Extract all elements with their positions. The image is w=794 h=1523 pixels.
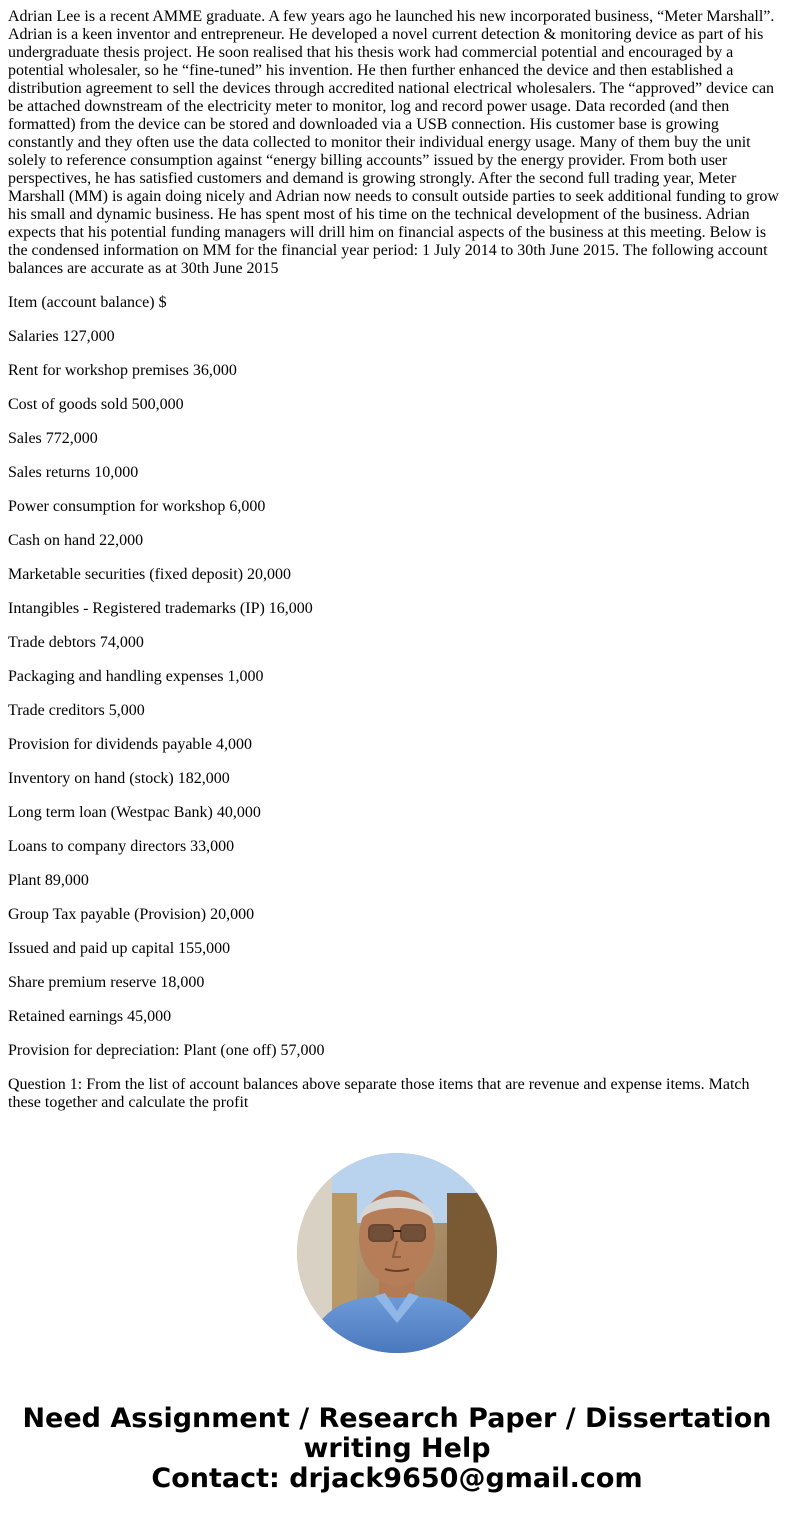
help-banner-line-2: writing Help: [303, 1433, 491, 1464]
author-avatar: [297, 1153, 497, 1353]
account-item: Cost of goods sold 500,000: [8, 396, 184, 413]
account-table-header: Item (account balance) $: [8, 294, 167, 311]
account-item: Packaging and handling expenses 1,000: [8, 668, 264, 685]
account-item: Rent for workshop premises 36,000: [8, 362, 237, 379]
account-item: Intangibles - Registered trademarks (IP) 16,000: [8, 600, 313, 617]
account-item: Plant 89,000: [8, 872, 89, 889]
account-item: Cash on hand 22,000: [8, 532, 144, 549]
account-item: Inventory on hand (stock) 182,000: [8, 770, 230, 787]
account-item: Provision for dividends payable 4,000: [8, 736, 252, 753]
account-item: Marketable securities (fixed deposit) 20,000: [8, 566, 292, 583]
account-item: Trade creditors 5,000: [8, 702, 145, 719]
account-item: Provision for depreciation: Plant (one off) 57,000: [8, 1042, 325, 1059]
help-banner-line-1: Need Assignment / Research Paper / Dissertation: [22, 1403, 772, 1434]
account-item: Group Tax payable (Provision) 20,000: [8, 906, 255, 923]
question-text: Question 1: From the list of account balances above separate those items that are revenue and expense items. Match these together and calculate the profit: [8, 1076, 750, 1111]
account-item: Trade debtors 74,000: [8, 634, 144, 651]
account-item: Loans to company directors 33,000: [8, 838, 235, 855]
intro-paragraph: Adrian Lee is a recent AMME graduate. A few years ago he launched his new incorporated business, “Meter Marshall”. Adrian is a keen inventor and entrepreneur. He developed a novel current detection & monitoring device as part of his undergraduate thesis project. He soon realised that his thesis work had commercial potential and encouraged by a potential wholesaler, so he “fine-tuned” his invention. He then further enhanced the device and then established a distribution agreement to sell the devices through accredited national electrical wholesalers. The “approved” device can be attached downstream of the electricity meter to monitor, log and record power usage. Data recorded (and then formatted) from the device can be stored and downloaded via a USB connection. His customer base is growing constantly and they often use the data collected to monitor their individual energy usage. Many of them buy the unit solely to reference consumption against “energy billing accounts” issued by the energy provider. From both user perspectives, he has satisfied customers and demand is growing strongly. After the second full trading year, Meter Marshall (MM) is again doing nicely and Adrian now needs to consult outside parties to seek additional funding to grow his small and dynamic business. He has spent most of his time on the technical development of the business. Adrian expects that his potential funding managers will drill him on financial aspects of the business at this meeting. Below is the condensed information on MM for the financial year period: 1 July 2014 to 30th June 2015. The following account balances are accurate as at 30th June 2015: [8, 8, 779, 277]
account-item: Sales returns 10,000: [8, 464, 139, 481]
account-item: Share premium reserve 18,000: [8, 974, 205, 991]
account-item: Retained earnings 45,000: [8, 1008, 172, 1025]
account-item: Long term loan (Westpac Bank) 40,000: [8, 804, 261, 821]
account-item: Power consumption for workshop 6,000: [8, 498, 266, 515]
account-item: Salaries 127,000: [8, 328, 115, 345]
help-banner-contact: Contact: drjack9650@gmail.com: [151, 1463, 643, 1494]
account-item: Issued and paid up capital 155,000: [8, 940, 231, 957]
account-item: Sales 772,000: [8, 430, 98, 447]
help-banner: [0, 1404, 794, 1494]
document-body: [8, 8, 786, 1112]
